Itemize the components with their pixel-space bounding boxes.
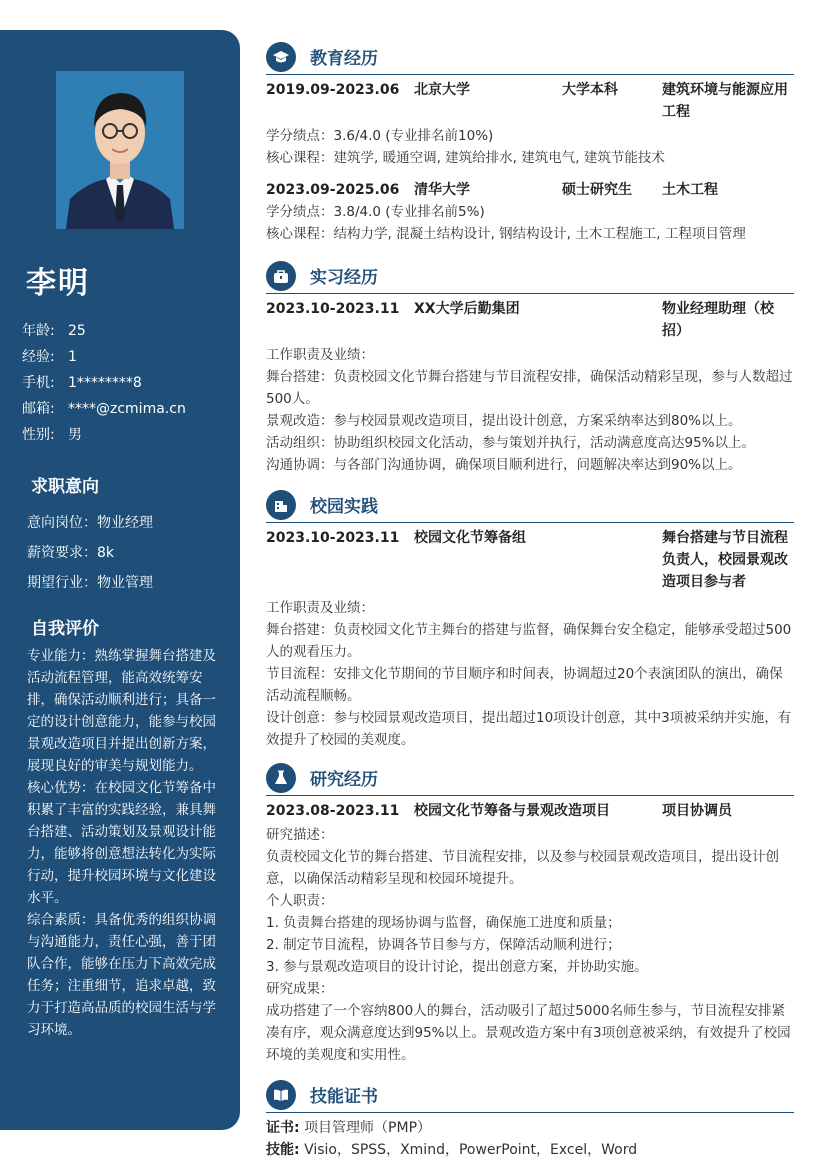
education-block [266,79,794,245]
skill-label: 技能: [266,1142,300,1158]
self-eval-paragraph: 核心优势：在校园文化节筹备中积累了丰富的实践经验，兼具舞台搭建、活动策划及景观设计能力，能够将创意想法转化为实际行动，提升校园环境与文化建设水平。 [27,780,216,906]
graduation-cap-icon [266,42,296,72]
info-phone: 手机: 1********8 [22,375,142,391]
section-title: 研究经历 [310,770,378,790]
intern-detail: 活动组织：协助组织校园文化活动，参与策划并执行，活动满意度高达95%以上。 [266,435,756,451]
internship-block [266,298,794,476]
skill-value: Visio，SPSS，Xmind，PowerPoint，Excel，Word [304,1142,638,1158]
sidebar [0,30,240,1130]
info-experience: 经验: 1 [22,349,77,365]
intern-detail: 工作职责及业绩： [266,347,374,363]
section-title: 教育经历 [310,49,378,69]
research-detail: 研究成果： [266,981,334,997]
internship-entry [266,298,794,344]
info-age: 年龄: 25 [22,323,86,339]
intern-detail: 舞台搭建：负责校园文化节舞台搭建与节目流程安排，确保活动精彩呈现，参与人数超过500人。 [266,369,793,407]
cert-value: 项目管理师（PMP） [304,1120,432,1136]
research-role: 项目协调员 [662,803,732,819]
campus-org: 校园文化节筹备组 [414,530,526,546]
self-eval-paragraph: 专业能力：熟练掌握舞台搭建及活动流程管理，能高效统筹安排，确保活动顺利进行；具备一定的设计创意能力，能参与校园景观改造项目并提出创新方案，展现良好的审美与规划能力。 [27,648,216,774]
education-entry [266,179,794,201]
intern-detail: 沟通协调：与各部门沟通协调，确保项目顺利进行，问题解决率达到90%以上。 [266,457,742,473]
intern-detail: 景观改造：参与校园景观改造项目，提出设计创意，方案采纳率达到80%以上。 [266,413,742,429]
research-detail: 3. 参与景观改造项目的设计讨论，提出创意方案，并协助实施。 [266,959,648,975]
skill-row [266,1139,794,1161]
flask-icon [266,763,296,793]
research-detail: 研究描述： [266,827,334,843]
section-research [266,761,794,796]
intent-heading: 求职意向 [31,477,99,497]
research-detail: 成功搭建了一个容纳800人的舞台，活动吸引了超过5000名师生参与，节目流程安排紧凑有序，观众满意度达到95%以上。景观改造方案中有3项创意被采纳，有效提升了校园环境的美观度和实用性。 [266,1003,791,1063]
self-eval-heading: 自我评价 [31,619,99,639]
intern-role: 物业经理助理（校招） [662,301,774,339]
intent-position: 意向岗位：物业经理 [27,515,153,531]
intent-salary: 薪资要求：8k [27,545,115,561]
edu-school: 清华大学 [414,182,470,198]
campus-block [266,527,794,751]
edu-degree: 硕士研究生 [562,182,632,198]
section-title: 校园实践 [310,497,378,517]
info-email: 邮箱: ****@zcmima.cn [22,401,186,417]
section-title: 实习经历 [310,268,378,288]
edu-detail: 学分绩点：3.6/4.0 (专业排名前10%) [266,128,494,144]
education-entry [266,79,794,125]
candidate-name: 李明 [26,266,90,301]
research-detail: 负责校园文化节的舞台搭建、节目流程安排，以及参与校园景观改造项目，提出设计创意，以确保活动精彩呈现和校园环境提升。 [266,849,779,887]
intent-industry: 期望行业：物业管理 [27,575,153,591]
campus-entry [266,527,794,597]
book-icon [266,1080,296,1110]
intern-date: 2023.10-2023.11 [266,301,400,317]
research-detail: 2. 制定节目流程，协调各节目参与方，保障活动顺利进行； [266,937,621,953]
section-internship [266,259,794,294]
section-title: 技能证书 [310,1087,378,1107]
edu-detail: 核心课程：建筑学, 暖通空调, 建筑给排水, 建筑电气, 建筑节能技术 [266,150,665,166]
edu-degree: 大学本科 [562,82,618,98]
research-detail: 1. 负责舞台搭建的现场协调与监督，确保施工进度和质量； [266,915,621,931]
edu-date: 2023.09-2025.06 [266,182,400,198]
campus-detail: 工作职责及业绩： [266,600,374,616]
campus-detail: 节目流程：安排文化节期间的节目顺序和时间表，协调超过20个表演团队的演出，确保活动流程顺畅。 [266,666,783,704]
edu-major: 建筑环境与能源应用工程 [662,82,788,120]
self-eval-paragraph: 综合素质：具备优秀的组织协调与沟通能力，责任心强，善于团队合作，能够在压力下高效完成任务；注重细节，追求卓越，致力于打造高品质的校园生活与学习环境。 [27,912,216,1038]
intern-org: XX大学后勤集团 [414,301,520,317]
campus-role: 舞台搭建与节目流程负责人，校园景观改造项目参与者 [662,530,788,590]
cert-label: 证书: [266,1120,300,1136]
section-campus [266,488,794,523]
research-block [266,800,794,1066]
edu-detail: 学分绩点：3.8/4.0 (专业排名前5%) [266,204,485,220]
cert-row [266,1117,794,1139]
profile-photo [56,71,184,229]
research-detail: 个人职责： [266,893,334,909]
campus-date: 2023.10-2023.11 [266,530,400,546]
section-skills [266,1078,794,1113]
research-project: 校园文化节筹备与景观改造项目 [414,803,610,819]
info-gender: 性别: 男 [22,427,82,443]
self-evaluation [27,645,217,1041]
edu-date: 2019.09-2023.06 [266,82,400,98]
campus-detail: 舞台搭建：负责校园文化节主舞台的搭建与监督，确保舞台安全稳定，能够承受超过500人的观看压力。 [266,622,792,660]
edu-detail: 核心课程：结构力学, 混凝土结构设计, 钢结构设计, 土木工程施工, 工程项目管理 [266,226,746,242]
basic-info [22,318,186,448]
job-intent [27,508,153,598]
building-icon [266,490,296,520]
edu-major: 土木工程 [662,182,718,198]
research-entry [266,800,794,824]
briefcase-icon [266,261,296,291]
research-date: 2023.08-2023.11 [266,803,400,819]
edu-school: 北京大学 [414,82,470,98]
skills-block [266,1117,794,1161]
section-education [266,40,794,75]
campus-detail: 设计创意：参与校园景观改造项目，提出超过10项设计创意，其中3项被采纳并实施，有效提升了校园的美观度。 [266,710,792,748]
